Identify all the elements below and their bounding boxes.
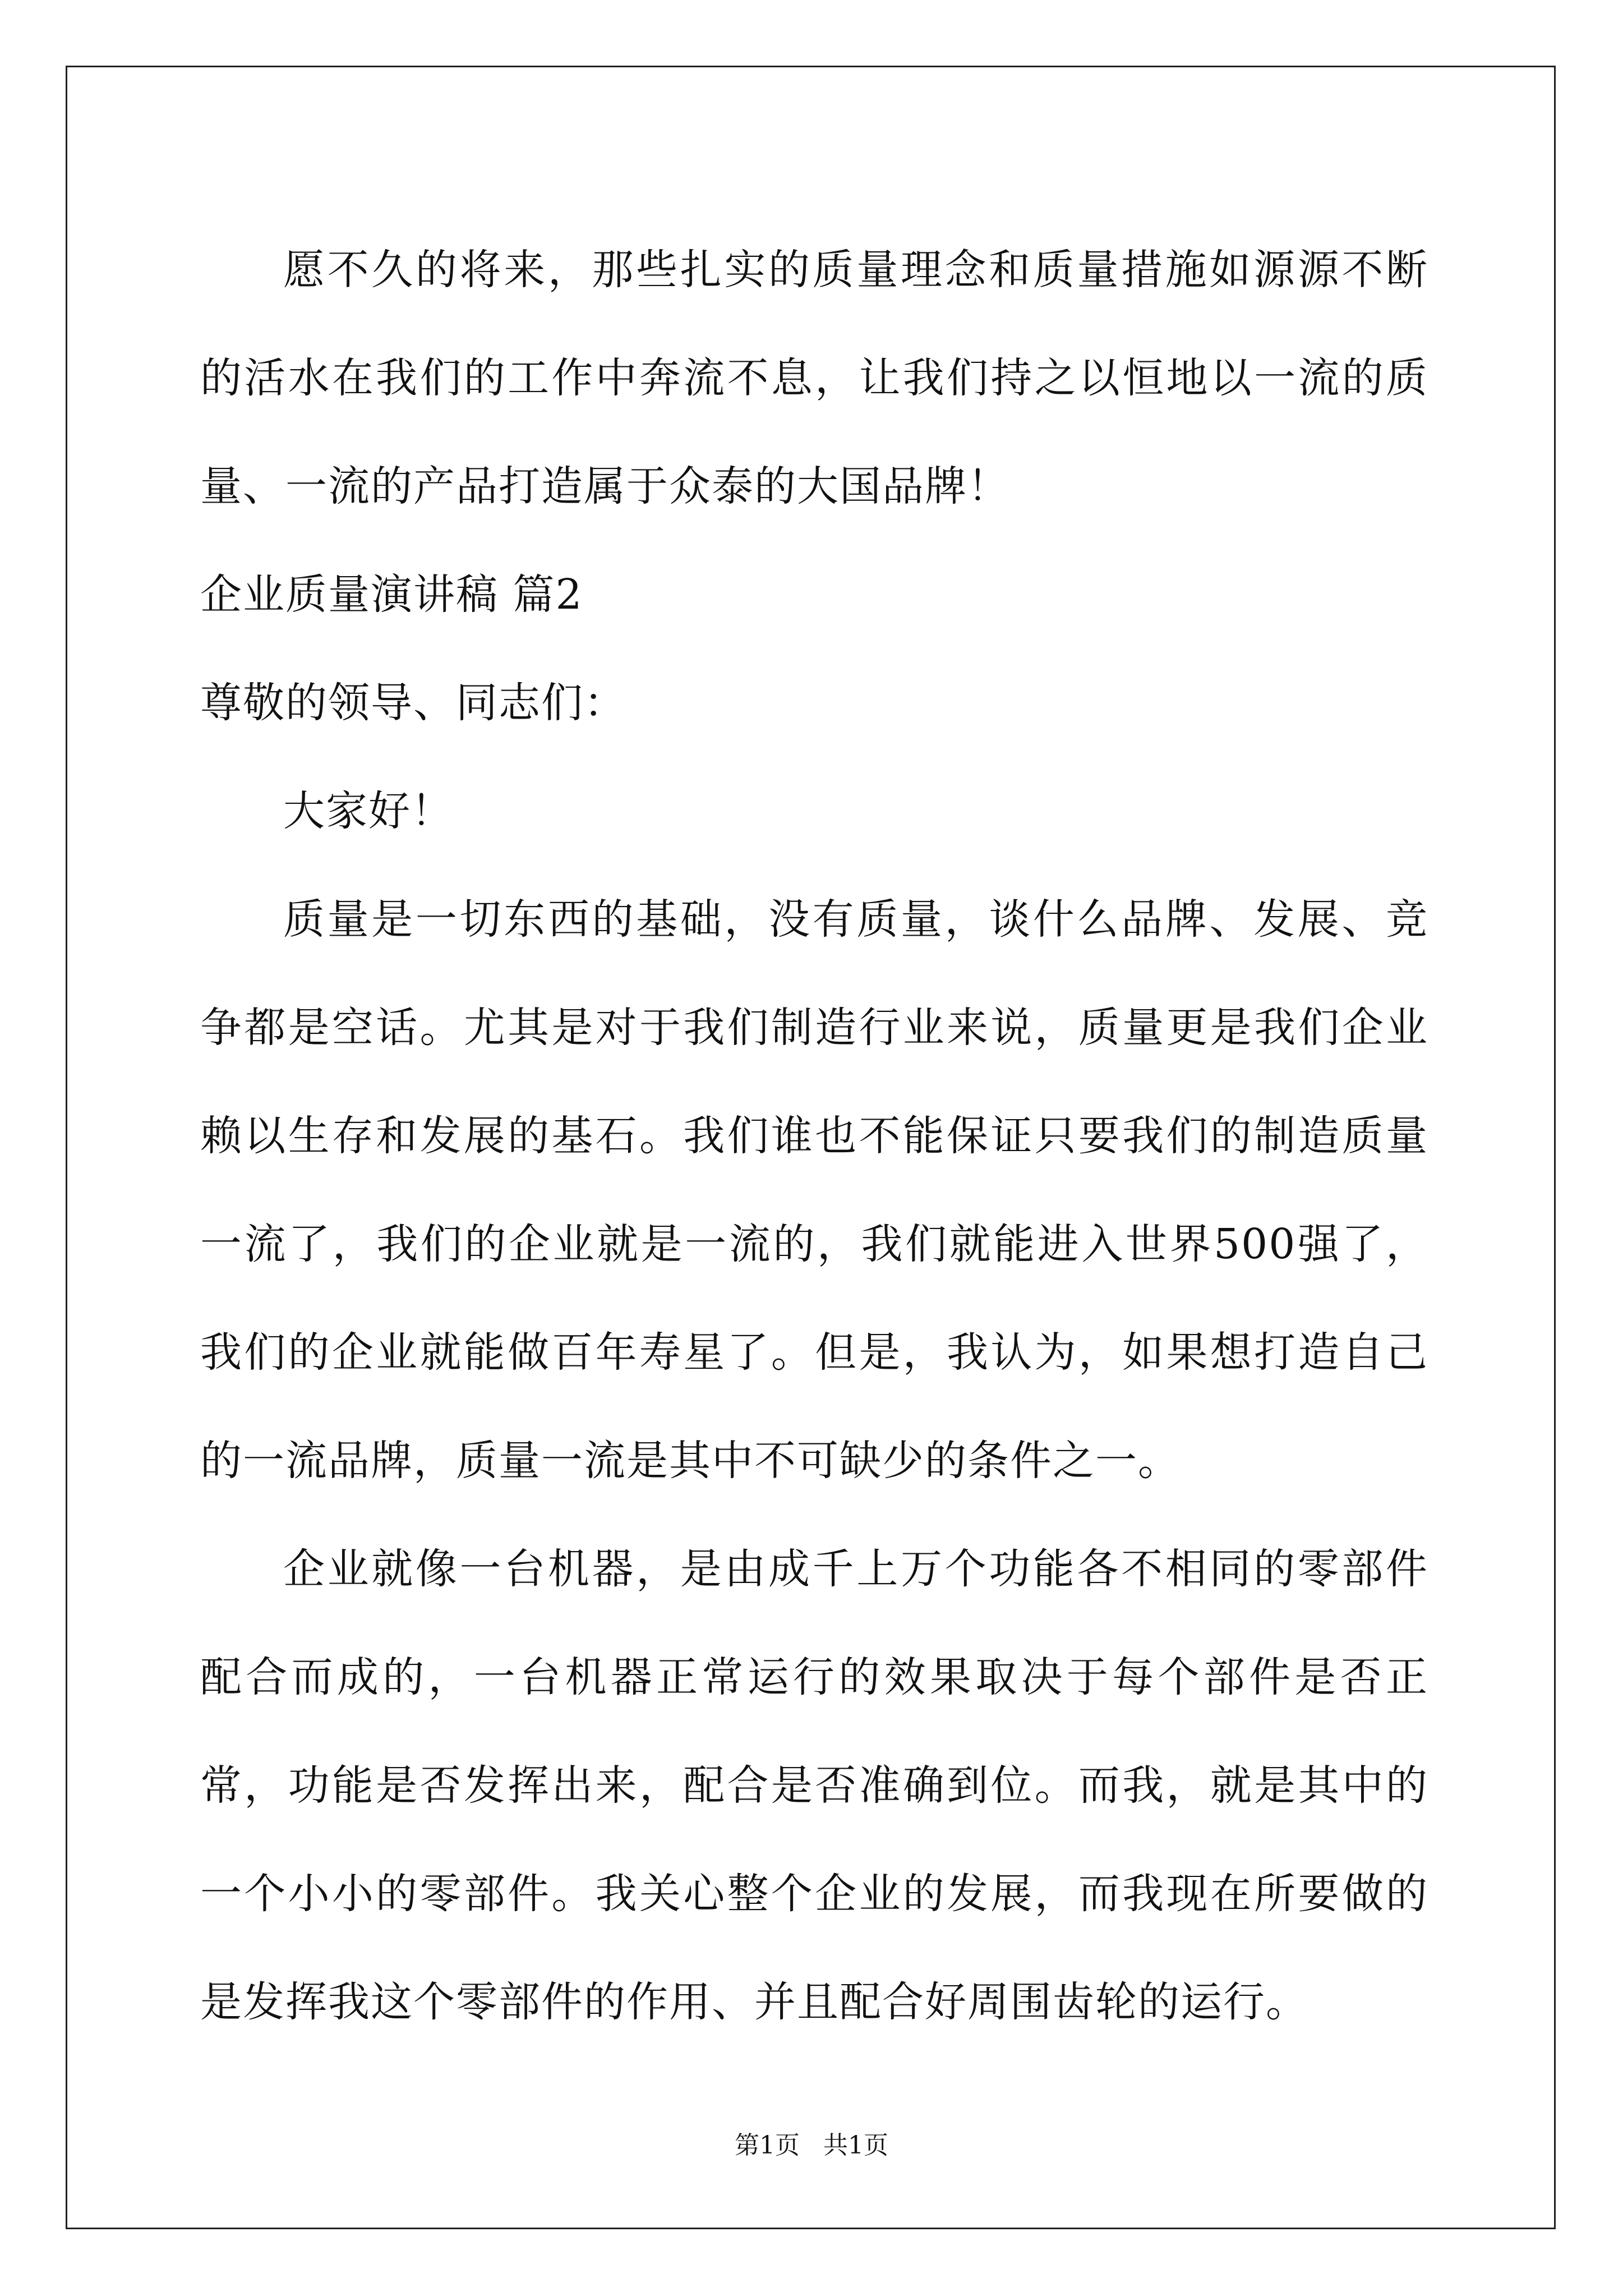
paragraph-quality-foundation: 质量是一切东西的基础，没有质量，谈什么品牌、发展、竞争都是空话。尤其是对于我们制造行业来说，质量更是我们企业赖以生存和发展的基石。我们谁也不能保证只要我们的制造质量一流了，我们的企业就是一流的，我们就能进入世界500强了，我们的企业就能做百年寿星了。但是，我认为，如果想打造自己的一流品牌，质量一流是其中不可缺少的条件之一。: [200, 895, 1428, 1485]
page-footer: [0, 2129, 1623, 2162]
greeting: 大家好！: [283, 787, 454, 835]
paragraph-machine-analogy: 企业就像一台机器，是由成千上万个功能各不相同的零部件配合而成的，一台机器正常运行的效果取决于每个部件是否正常，功能是否发挥出来，配合是否准确到位。而我，就是其中的一个小小的零部件。我关心整个企业的发展，而我现在所要做的是发挥我这个零部件的作用、并且配合好周围齿轮的运行。: [200, 1545, 1428, 2026]
salutation: 尊敬的领导、同志们：: [200, 679, 626, 727]
page-total: 共1页: [823, 2131, 888, 2160]
section-heading: 企业质量演讲稿 篇2: [200, 570, 583, 619]
page-number: 第1页: [735, 2131, 800, 2160]
paragraph-closing-wish: 愿不久的将来，那些扎实的质量理念和质量措施如源源不断的活水在我们的工作中奔流不息，让我们持之以恒地以一流的质量、一流的产品打造属于众泰的大国品牌！: [200, 246, 1428, 510]
document-body: [200, 216, 1428, 2056]
